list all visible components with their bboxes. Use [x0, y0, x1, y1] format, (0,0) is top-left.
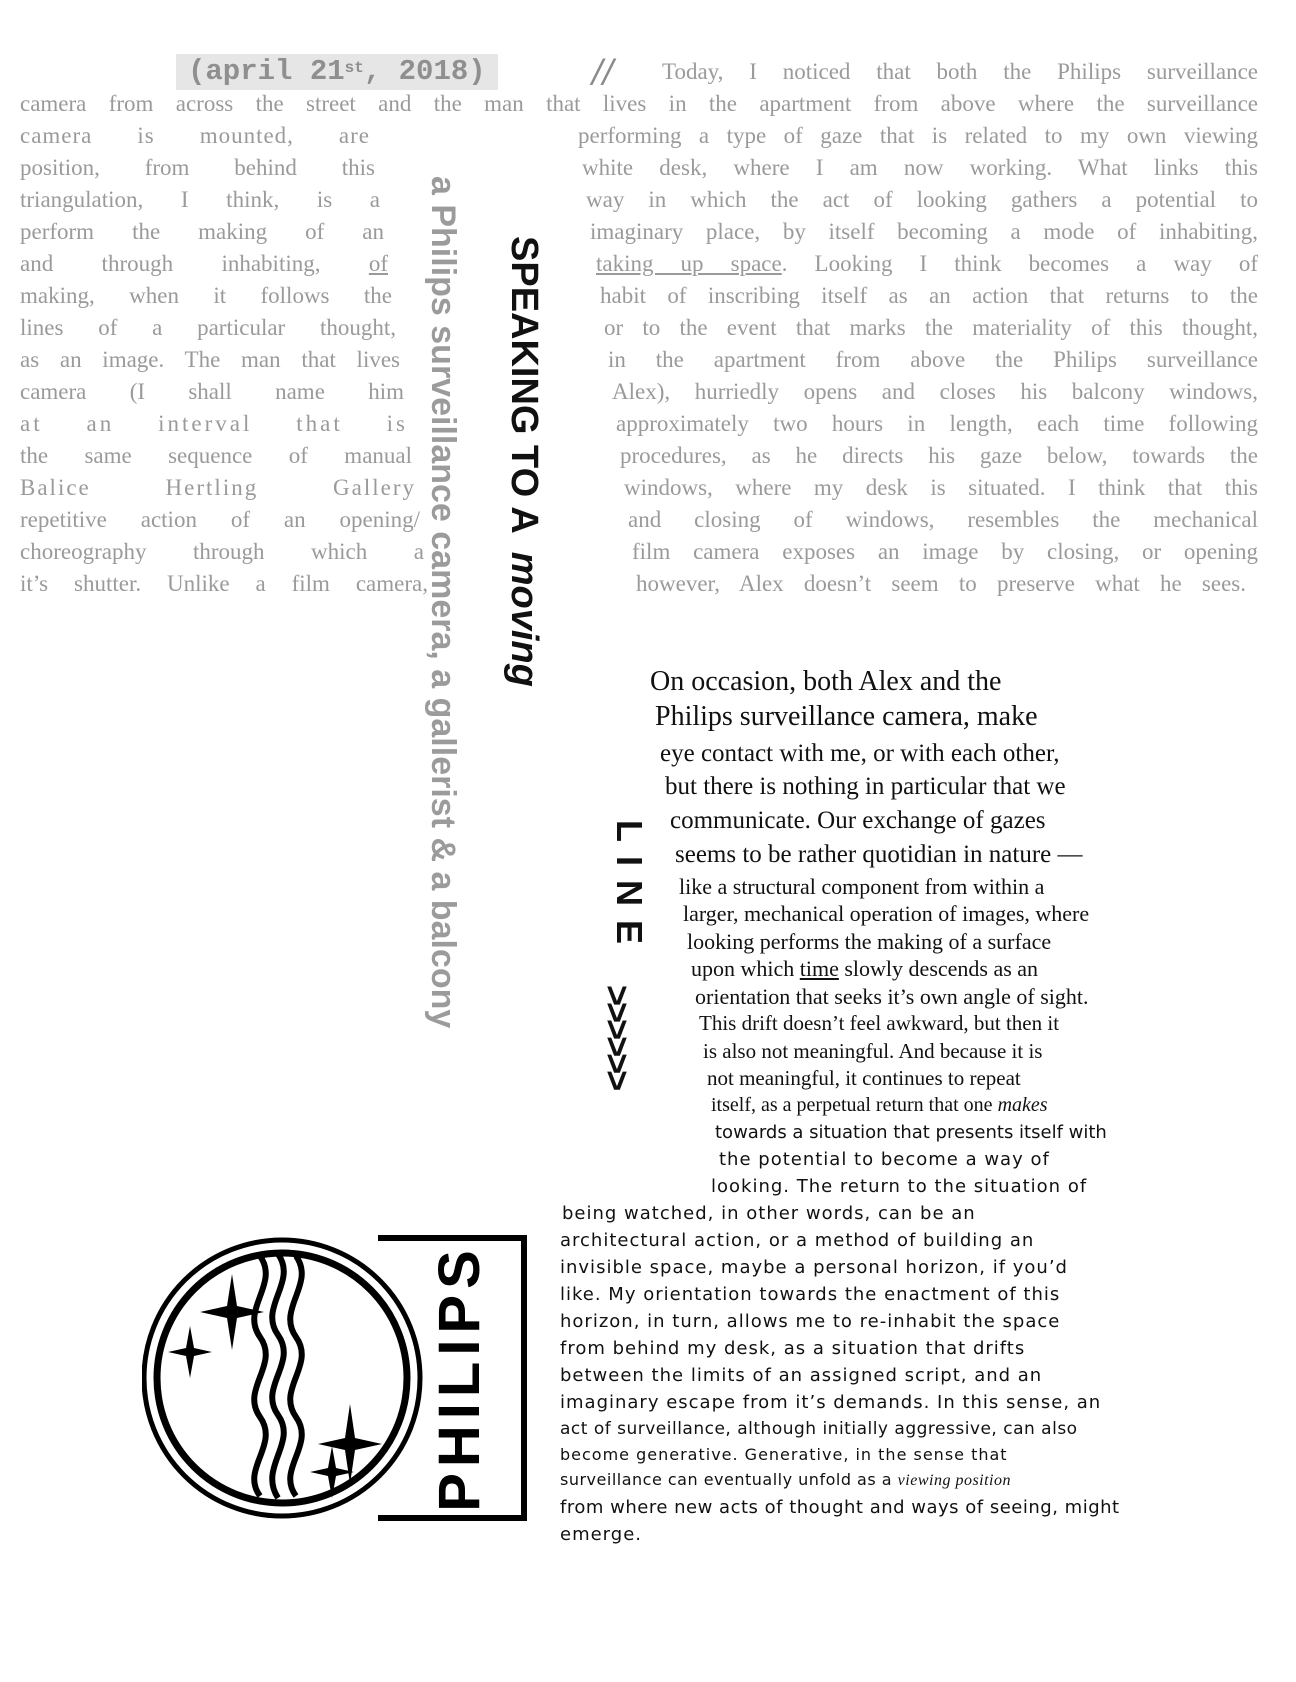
- body-line: eye contact with me, or with each other,: [660, 740, 1060, 767]
- body-line: become generative. Generative, in the sense that: [560, 1445, 1008, 1464]
- right-line: and closing of windows, resembles the mechanical: [628, 507, 1258, 532]
- body-line: invisible space, maybe a personal horizon, if you’d: [560, 1257, 1068, 1278]
- body-line: horizon, in turn, allows me to re-inhabit the space: [560, 1311, 1061, 1332]
- intro-line-1: Today, I noticed that both the Philips surveillance: [662, 59, 1258, 84]
- left-line: making, when it follows the: [20, 283, 392, 308]
- body-line: not meaningful, it continues to repeat: [707, 1066, 1021, 1090]
- body-line: like a structural component from within a: [679, 874, 1045, 899]
- left-line: Balice Hertling Gallery: [20, 475, 416, 500]
- vertical-arrows: >>>>>>: [597, 985, 638, 1088]
- body-line: upon which time slowly descends as an: [691, 956, 1039, 981]
- body-line: looking performs the making of a surface: [687, 929, 1052, 954]
- body-line: the potential to become a way of: [719, 1149, 1050, 1170]
- right-line: habit of inscribing itself as an action that returns to the: [600, 283, 1258, 308]
- body-line: is also not meaningful. And because it is: [703, 1039, 1043, 1063]
- left-line: the same sequence of manual: [20, 443, 412, 468]
- body-line: emerge.: [560, 1524, 642, 1545]
- separator-slashes: //: [592, 52, 614, 90]
- left-line: at an interval that is: [20, 411, 408, 436]
- body-line: but there is nothing in particular that we: [665, 773, 1066, 800]
- left-line: camera is mounted, are: [20, 123, 370, 148]
- body-line: being watched, in other words, can be an: [562, 1203, 976, 1224]
- right-line: film camera exposes an image by closing, or opening: [632, 539, 1258, 564]
- left-line: position, from behind this: [20, 155, 375, 180]
- right-line: taking up space. Looking I think becomes a way of: [596, 251, 1258, 276]
- left-line: repetitive action of an opening/: [20, 507, 420, 532]
- body-line: looking. The return to the situation of: [711, 1176, 1088, 1197]
- body-line: surveillance can eventually unfold as a viewing position: [560, 1470, 1011, 1489]
- right-line: procedures, as he directs his gaze below, towards the: [620, 443, 1258, 468]
- right-line: approximately two hours in length, each time following: [616, 411, 1258, 436]
- body-line: between the limits of an assigned script, and an: [560, 1365, 1043, 1386]
- right-line: way in which the act of looking gathers a potential to: [586, 187, 1258, 212]
- right-line: white desk, where I am now working. What links this: [582, 155, 1258, 180]
- right-line: or to the event that marks the materiality of this thought,: [604, 315, 1258, 340]
- body-line: Philips surveillance camera, make: [655, 701, 1038, 732]
- intro-line-2: camera from across the street and the man that lives in the apartment from above where the surveillance: [20, 91, 1258, 116]
- date-label: (april 21st, 2018): [176, 54, 498, 90]
- vertical-title-line: LINE: [609, 820, 650, 959]
- left-line: it’s shutter. Unlike a film camera,: [20, 571, 428, 596]
- body-line: architectural action, or a method of building an: [560, 1230, 1035, 1251]
- right-line: windows, where my desk is situated. I think that this: [624, 475, 1258, 500]
- left-line: camera (I shall name him: [20, 379, 404, 404]
- body-line: from where new acts of thought and ways of seeing, might: [560, 1497, 1120, 1518]
- right-line: performing a type of gaze that is related to my own viewing: [578, 123, 1258, 148]
- body-line: like. My orientation towards the enactment of this: [560, 1284, 1061, 1305]
- body-line: imaginary escape from it’s demands. In this sense, an: [560, 1392, 1102, 1413]
- left-line: and through inhabiting, of: [20, 251, 388, 276]
- body-line: This drift doesn’t feel awkward, but then it: [699, 1011, 1060, 1035]
- left-line: lines of a particular thought,: [20, 315, 396, 340]
- left-line: perform the making of an: [20, 219, 384, 244]
- right-line: imaginary place, by itself becoming a mode of inhabiting,: [590, 219, 1258, 244]
- left-line: choreography through which a: [20, 539, 424, 564]
- body-line: itself, as a perpetual return that one makes: [711, 1094, 1048, 1116]
- body-line: act of surveillance, although initially aggressive, can also: [560, 1419, 1078, 1439]
- body-line: orientation that seeks it’s own angle of sight.: [695, 984, 1089, 1009]
- body-line: communicate. Our exchange of gazes: [670, 807, 1046, 834]
- body-line: seems to be rather quotidian in nature —: [675, 841, 1083, 868]
- vertical-title-speaking: SPEAKING TO Amoving: [503, 236, 545, 687]
- philips-wordmark: PHILIPS: [427, 1244, 492, 1512]
- right-line: in the apartment from above the Philips surveillance: [608, 347, 1258, 372]
- body-line: On occasion, both Alex and the: [650, 666, 1002, 697]
- left-line: triangulation, I think, is a: [20, 187, 380, 212]
- right-line: Alex), hurriedly opens and closes his balcony windows,: [612, 379, 1258, 404]
- philips-logo-icon: [142, 1234, 535, 1522]
- body-line: from behind my desk, as a situation that drifts: [560, 1338, 1026, 1359]
- right-line: however, Alex doesn’t seem to preserve what he sees.: [636, 571, 1246, 596]
- body-line: towards a situation that presents itself with: [715, 1122, 1107, 1143]
- vertical-caption-gallerist: a Philips surveillance camera, a gallerist & a balcony: [424, 176, 462, 1029]
- body-line: larger, mechanical operation of images, where: [683, 901, 1090, 926]
- left-line: as an image. The man that lives: [20, 347, 400, 372]
